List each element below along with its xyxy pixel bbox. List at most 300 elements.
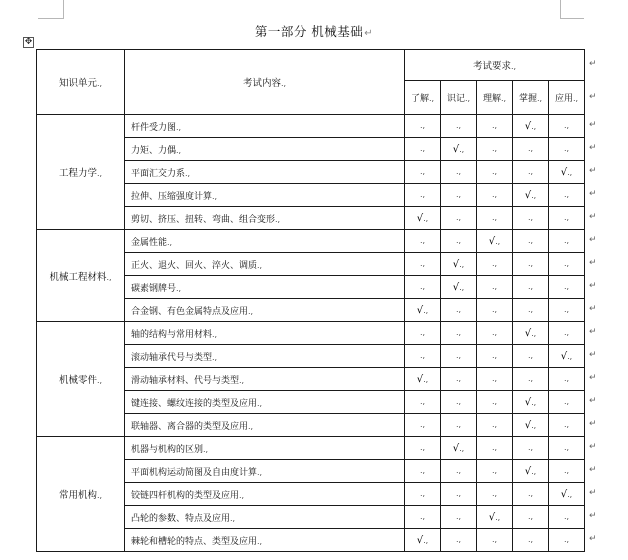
cell-mark: .,	[419, 420, 426, 429]
exam-content-cell[interactable]	[125, 437, 405, 460]
exam-content-cell[interactable]	[125, 207, 405, 230]
section-title	[0, 22, 628, 40]
requirement-cell-4[interactable]	[549, 115, 585, 138]
exam-content-text: 棘轮和槽轮的特点、类型及应用	[131, 536, 258, 547]
exam-content-cell[interactable]	[125, 138, 405, 161]
header-row-top	[37, 50, 585, 81]
table-body	[37, 50, 585, 552]
requirement-cell-2[interactable]	[477, 276, 513, 299]
cell-mark: .,	[257, 467, 263, 477]
requirement-cell-2[interactable]	[477, 437, 513, 460]
requirement-cell-0[interactable]	[405, 391, 441, 414]
requirement-cell-2[interactable]	[477, 299, 513, 322]
requirement-cell-0[interactable]	[405, 437, 441, 460]
cell-mark: .,	[491, 167, 498, 176]
header-unit-label: 知识单元	[58, 78, 97, 89]
cell-mark: .,	[96, 169, 103, 178]
requirement-cell-4[interactable]	[549, 391, 585, 414]
header-requirements-cell[interactable]	[405, 50, 585, 81]
cell-mark: .,	[563, 420, 570, 429]
requirement-cell-4[interactable]	[549, 253, 585, 276]
exam-content-text: 合金钢、有色金属特点及应用	[131, 306, 249, 317]
requirement-cell-2[interactable]	[477, 414, 513, 437]
checkmark-icon: √	[560, 350, 568, 362]
cell-mark: .,	[96, 79, 103, 88]
requirement-cell-1[interactable]	[441, 138, 477, 161]
cell-mark: .,	[531, 121, 537, 131]
exam-content-cell[interactable]	[125, 414, 405, 437]
cell-mark: .,	[455, 213, 462, 222]
cell-mark: .,	[419, 397, 426, 406]
checkmark-icon: √	[416, 373, 424, 385]
cell-mark: .,	[563, 443, 570, 452]
knowledge-unit-cell[interactable]	[37, 322, 125, 437]
requirement-cell-2[interactable]	[477, 115, 513, 138]
exam-content-cell[interactable]	[125, 483, 405, 506]
cell-mark: .,	[96, 376, 103, 385]
exam-content-cell[interactable]	[125, 460, 405, 483]
cell-mark: .,	[203, 444, 209, 454]
exam-content-text: 铰链四杆机构的类型及应用	[131, 490, 240, 501]
checkmark-icon: √	[560, 166, 568, 178]
requirement-cell-4[interactable]	[549, 414, 585, 437]
cell-mark: .,	[455, 190, 462, 199]
cell-mark: .,	[536, 94, 543, 103]
requirement-cell-3[interactable]	[513, 138, 549, 161]
checkmark-icon: √	[524, 419, 532, 431]
cell-mark: .,	[491, 466, 498, 475]
requirement-cell-3[interactable]	[513, 276, 549, 299]
header-level-cell[interactable]	[477, 81, 513, 115]
requirement-cell-1[interactable]	[441, 184, 477, 207]
requirement-cell-1[interactable]	[441, 391, 477, 414]
cell-mark: .,	[563, 535, 570, 544]
cell-mark: .,	[455, 489, 462, 498]
requirement-cell-0[interactable]	[405, 460, 441, 483]
cell-mark: .,	[491, 420, 498, 429]
exam-content-text: 平面机构运动简图及自由度计算	[131, 467, 258, 478]
requirement-cell-1[interactable]	[441, 368, 477, 391]
row-end-mark-icon: ↵	[589, 488, 597, 498]
requirement-cell-1[interactable]	[441, 414, 477, 437]
cell-mark: .,	[455, 512, 462, 521]
cell-mark: .,	[419, 236, 426, 245]
header-level-cell[interactable]	[513, 81, 549, 115]
checkmark-icon: √	[560, 488, 568, 500]
requirement-cell-0[interactable]	[405, 184, 441, 207]
cell-mark: .,	[455, 328, 462, 337]
requirement-cell-1[interactable]	[441, 299, 477, 322]
cell-mark: .,	[527, 259, 534, 268]
requirement-cell-4[interactable]	[549, 230, 585, 253]
requirement-cell-0[interactable]	[405, 345, 441, 368]
cell-mark: .,	[563, 282, 570, 291]
header-level-label: 理解	[482, 94, 501, 104]
cell-mark: .,	[491, 351, 498, 360]
requirement-cell-0[interactable]	[405, 230, 441, 253]
requirement-cell-4[interactable]	[549, 483, 585, 506]
cell-mark: .,	[527, 535, 534, 544]
cell-mark: .,	[185, 168, 191, 178]
exam-content-text: 滑动轴承材料、代号与类型	[131, 375, 240, 386]
cell-mark: .,	[531, 190, 537, 200]
checkmark-icon: √	[452, 442, 460, 454]
cell-mark: .,	[459, 443, 465, 453]
cell-mark: .,	[531, 420, 537, 430]
cell-mark: .,	[495, 512, 501, 522]
requirement-cell-2[interactable]	[477, 529, 513, 552]
cell-mark: .,	[527, 213, 534, 222]
requirement-cell-1[interactable]	[441, 483, 477, 506]
cell-mark: .,	[455, 420, 462, 429]
cell-mark: .,	[455, 466, 462, 475]
exam-content-cell[interactable]	[125, 115, 405, 138]
row-end-mark-icon: ↵	[589, 91, 597, 102]
row-end-mark-icon: ↵	[589, 442, 597, 452]
row-end-mark-icon: ↵	[589, 143, 597, 153]
requirement-cell-2[interactable]	[477, 184, 513, 207]
requirement-cell-0[interactable]	[405, 483, 441, 506]
exam-content-text: 轴的结构与常用材料	[131, 329, 213, 340]
exam-content-cell[interactable]	[125, 230, 405, 253]
header-level-cell[interactable]	[441, 81, 477, 115]
requirement-cell-4[interactable]	[549, 184, 585, 207]
cell-mark: .,	[491, 443, 498, 452]
checkmark-icon: √	[416, 212, 424, 224]
requirement-cell-2[interactable]	[477, 138, 513, 161]
row-end-mark-icon: ↵	[589, 258, 597, 268]
requirement-cell-3[interactable]	[513, 230, 549, 253]
cell-mark: .,	[455, 351, 462, 360]
cell-mark: .,	[423, 305, 429, 315]
requirement-cell-1[interactable]	[441, 230, 477, 253]
cell-mark: .,	[563, 512, 570, 521]
requirement-cell-4[interactable]	[549, 161, 585, 184]
cell-mark: .,	[275, 214, 281, 224]
requirement-cell-2[interactable]	[477, 506, 513, 529]
requirement-cell-1[interactable]	[441, 253, 477, 276]
cell-mark: .,	[527, 282, 534, 291]
requirement-cell-3[interactable]	[513, 299, 549, 322]
requirement-cell-2[interactable]	[477, 253, 513, 276]
cell-mark: .,	[527, 167, 534, 176]
cell-mark: .,	[167, 237, 173, 247]
row-end-mark-icon: ↵	[589, 373, 597, 383]
cell-mark: .,	[257, 536, 263, 546]
requirement-cell-2[interactable]	[477, 391, 513, 414]
row-end-mark-icon: ↵	[589, 59, 597, 69]
requirement-cell-0[interactable]	[405, 506, 441, 529]
requirement-cell-3[interactable]	[513, 322, 549, 345]
exam-content-cell[interactable]	[125, 253, 405, 276]
exam-requirements-table	[36, 49, 585, 552]
cell-mark: .,	[495, 236, 501, 246]
knowledge-unit-label: 工程力学	[58, 168, 97, 179]
requirement-cell-4[interactable]	[549, 138, 585, 161]
requirement-cell-0[interactable]	[405, 115, 441, 138]
exam-content-text: 滚动轴承代号与类型	[131, 352, 213, 363]
requirement-cell-4[interactable]	[549, 299, 585, 322]
requirement-cell-1[interactable]	[441, 322, 477, 345]
requirement-cell-2[interactable]	[477, 322, 513, 345]
cell-mark: .,	[491, 397, 498, 406]
requirement-cell-1[interactable]	[441, 115, 477, 138]
requirement-cell-3[interactable]	[513, 506, 549, 529]
cell-mark: .,	[527, 512, 534, 521]
cell-mark: .,	[419, 512, 426, 521]
requirement-cell-1[interactable]	[441, 437, 477, 460]
cell-mark: .,	[527, 374, 534, 383]
cell-mark: .,	[531, 466, 537, 476]
row-end-mark-icon: ↵	[589, 350, 597, 360]
cell-mark: .,	[563, 328, 570, 337]
cell-mark: .,	[527, 443, 534, 452]
cell-mark: .,	[500, 94, 507, 103]
row-end-mark-icon: ↵	[589, 120, 597, 130]
requirement-cell-0[interactable]	[405, 299, 441, 322]
cell-mark: .,	[563, 236, 570, 245]
requirement-cell-0[interactable]	[405, 414, 441, 437]
requirement-cell-2[interactable]	[477, 230, 513, 253]
exam-content-cell[interactable]	[125, 184, 405, 207]
cell-mark: .,	[563, 397, 570, 406]
paragraph-mark-icon: ↵	[364, 28, 374, 39]
crop-mark-top-left-vertical	[63, 0, 64, 18]
cell-mark: .,	[491, 144, 498, 153]
requirement-cell-4[interactable]	[549, 529, 585, 552]
requirement-cell-1[interactable]	[441, 207, 477, 230]
exam-content-text: 力矩、力偶	[131, 145, 177, 156]
cell-mark: .,	[531, 328, 537, 338]
checkmark-icon: √	[524, 120, 532, 132]
exam-content-cell[interactable]	[125, 391, 405, 414]
knowledge-unit-cell[interactable]	[37, 437, 125, 552]
cell-mark: .,	[423, 213, 429, 223]
requirement-cell-2[interactable]	[477, 460, 513, 483]
exam-content-text: 联轴器、离合器的类型及应用	[131, 421, 249, 432]
exam-content-text: 拉伸、压缩强度计算	[131, 191, 213, 202]
cell-mark: .,	[176, 145, 182, 155]
requirement-cell-4[interactable]	[549, 460, 585, 483]
cell-mark: .,	[491, 121, 498, 130]
cell-mark: .,	[510, 62, 517, 71]
exam-content-text: 金属性能	[131, 237, 168, 248]
cell-mark: .,	[239, 490, 245, 500]
cell-mark: .,	[567, 351, 573, 361]
cell-mark: .,	[455, 305, 462, 314]
cell-mark: .,	[491, 374, 498, 383]
cell-mark: .,	[459, 282, 465, 292]
exam-content-text: 键连接、螺纹连接的类型及应用	[131, 398, 258, 409]
cell-mark: .,	[527, 144, 534, 153]
exam-content-cell[interactable]	[125, 276, 405, 299]
row-end-mark-icon: ↵	[589, 465, 597, 475]
header-unit-cell[interactable]	[37, 50, 125, 115]
knowledge-unit-label: 机械工程材料	[49, 271, 107, 283]
cell-mark: .,	[455, 236, 462, 245]
requirement-cell-1[interactable]	[441, 276, 477, 299]
cell-mark: .,	[419, 190, 426, 199]
requirement-cell-3[interactable]	[513, 414, 549, 437]
cell-mark: .,	[563, 144, 570, 153]
requirement-cell-3[interactable]	[513, 207, 549, 230]
requirement-cell-2[interactable]	[477, 207, 513, 230]
exam-content-cell[interactable]	[125, 368, 405, 391]
exam-content-text: 碳素钢牌号	[131, 283, 177, 294]
requirement-cell-4[interactable]	[549, 437, 585, 460]
cell-mark: .,	[419, 167, 426, 176]
cell-mark: .,	[212, 191, 218, 201]
cell-mark: .,	[563, 466, 570, 475]
requirement-cell-3[interactable]	[513, 483, 549, 506]
requirement-cell-4[interactable]	[549, 276, 585, 299]
cell-mark: .,	[248, 306, 254, 316]
cell-mark: .,	[248, 421, 254, 431]
requirement-cell-0[interactable]	[405, 368, 441, 391]
requirement-cell-3[interactable]	[513, 391, 549, 414]
row-end-mark-icon: ↵	[589, 212, 597, 222]
requirement-cell-0[interactable]	[405, 529, 441, 552]
row-end-mark-icon: ↵	[589, 327, 597, 337]
requirement-cell-4[interactable]	[549, 368, 585, 391]
requirement-cell-1[interactable]	[441, 161, 477, 184]
exam-content-text: 平面汇交力系	[131, 168, 186, 179]
exam-content-text: 剪切、挤压、扭转、弯曲、组合变形	[131, 214, 276, 225]
requirement-cell-0[interactable]	[405, 161, 441, 184]
checkmark-icon: √	[524, 189, 532, 201]
header-level-label: 掌握	[518, 94, 537, 104]
requirement-cell-0[interactable]	[405, 322, 441, 345]
requirement-cell-3[interactable]	[513, 460, 549, 483]
cell-mark: .,	[464, 94, 471, 103]
table-move-handle-icon[interactable]: ✥	[24, 37, 33, 47]
requirement-cell-0[interactable]	[405, 207, 441, 230]
crop-mark-top-left-horizontal	[38, 18, 64, 19]
requirement-cell-3[interactable]	[513, 345, 549, 368]
cell-mark: .,	[563, 213, 570, 222]
cell-mark: .,	[527, 351, 534, 360]
checkmark-icon: √	[416, 304, 424, 316]
cell-mark: .,	[563, 259, 570, 268]
header-content-label: 考试内容	[242, 78, 281, 89]
checkmark-icon: √	[452, 281, 460, 293]
requirement-cell-2[interactable]	[477, 161, 513, 184]
requirement-cell-4[interactable]	[549, 506, 585, 529]
checkmark-icon: √	[452, 143, 460, 155]
cell-mark: .,	[563, 305, 570, 314]
checkmark-icon: √	[524, 396, 532, 408]
header-level-label: 了解	[410, 94, 429, 104]
requirement-cell-3[interactable]	[513, 161, 549, 184]
cell-mark: .,	[491, 305, 498, 314]
cell-mark: .,	[491, 259, 498, 268]
section-title-text: 第一部分 机械基础	[254, 24, 364, 39]
requirement-cell-2[interactable]	[477, 368, 513, 391]
cell-mark: .,	[567, 489, 573, 499]
cell-mark: .,	[455, 535, 462, 544]
table-row	[37, 115, 585, 138]
exam-content-cell[interactable]	[125, 161, 405, 184]
requirement-cell-0[interactable]	[405, 253, 441, 276]
requirement-cell-2[interactable]	[477, 345, 513, 368]
cell-mark: .,	[491, 213, 498, 222]
cell-mark: .,	[527, 236, 534, 245]
requirement-cell-4[interactable]	[549, 322, 585, 345]
exam-content-cell[interactable]	[125, 506, 405, 529]
cell-mark: .,	[531, 397, 537, 407]
requirement-cell-1[interactable]	[441, 506, 477, 529]
requirement-cell-0[interactable]	[405, 138, 441, 161]
requirement-cell-2[interactable]	[477, 483, 513, 506]
table-row	[37, 322, 585, 345]
row-end-mark-icon: ↵	[589, 419, 597, 429]
exam-content-cell[interactable]	[125, 529, 405, 552]
cell-mark: .,	[212, 329, 218, 339]
cell-mark: .,	[176, 283, 182, 293]
checkmark-icon: √	[524, 465, 532, 477]
checkmark-icon: √	[452, 258, 460, 270]
requirement-cell-0[interactable]	[405, 276, 441, 299]
header-level-cell[interactable]	[549, 81, 585, 115]
cell-mark: .,	[419, 121, 426, 130]
cell-mark: .,	[239, 375, 245, 385]
row-end-mark-icon: ↵	[589, 281, 597, 291]
header-requirements-label: 考试要求	[472, 61, 511, 72]
cell-mark: .,	[419, 328, 426, 337]
requirement-cell-3[interactable]	[513, 115, 549, 138]
requirement-cell-4[interactable]	[549, 345, 585, 368]
row-end-mark-icon: ↵	[589, 396, 597, 406]
exam-content-cell[interactable]	[125, 345, 405, 368]
requirement-cell-1[interactable]	[441, 345, 477, 368]
checkmark-icon: √	[524, 327, 532, 339]
cell-mark: .,	[491, 489, 498, 498]
cell-mark: .,	[419, 466, 426, 475]
knowledge-unit-cell[interactable]	[37, 115, 125, 230]
header-level-label: 识记	[446, 94, 465, 104]
requirement-cell-1[interactable]	[441, 529, 477, 552]
crop-mark-top-right-horizontal	[560, 18, 584, 19]
cell-mark: .,	[491, 190, 498, 199]
exam-content-text: 杆件受力图	[131, 122, 177, 133]
header-content-cell[interactable]	[125, 50, 405, 115]
row-end-mark-icon: ↵	[589, 189, 597, 199]
knowledge-unit-cell[interactable]	[37, 230, 125, 322]
requirement-cell-3[interactable]	[513, 368, 549, 391]
cell-mark: .,	[527, 489, 534, 498]
header-level-cell[interactable]	[405, 81, 441, 115]
requirement-cell-3[interactable]	[513, 437, 549, 460]
row-end-mark-icon: ↵	[589, 534, 597, 544]
cell-mark: .,	[419, 259, 426, 268]
exam-content-text: 凸轮的参数、特点及应用	[131, 513, 231, 524]
cell-mark: .,	[280, 79, 287, 88]
cell-mark: .,	[423, 374, 429, 384]
exam-content-cell[interactable]	[125, 322, 405, 345]
requirement-cell-3[interactable]	[513, 253, 549, 276]
exam-content-cell[interactable]	[125, 299, 405, 322]
cell-mark: .,	[106, 272, 112, 282]
requirement-cell-3[interactable]	[513, 529, 549, 552]
cell-mark: .,	[212, 352, 218, 362]
cell-mark: .,	[491, 282, 498, 291]
checkmark-icon: √	[488, 511, 496, 523]
requirement-cell-1[interactable]	[441, 460, 477, 483]
requirement-cell-4[interactable]	[549, 207, 585, 230]
cell-mark: .,	[455, 374, 462, 383]
requirement-cell-3[interactable]	[513, 184, 549, 207]
cell-mark: .,	[96, 491, 103, 500]
